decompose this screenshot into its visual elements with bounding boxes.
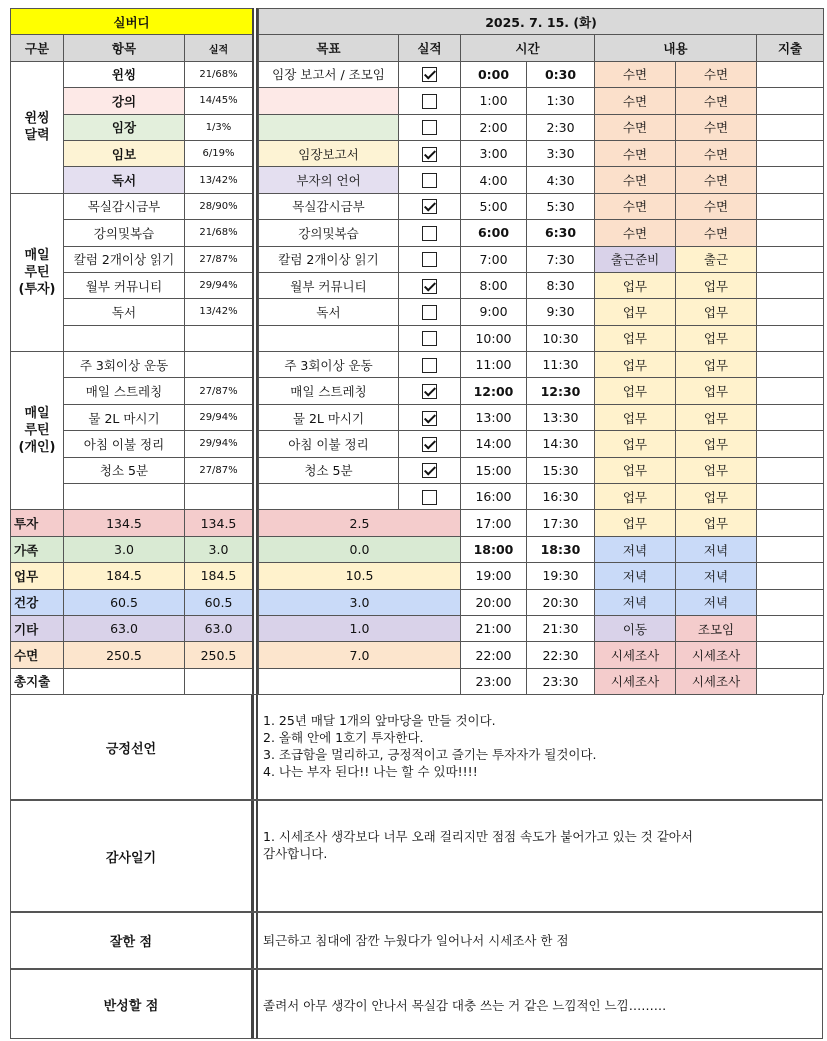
expense-cell — [757, 193, 824, 219]
goal-checkbox-cell — [399, 220, 461, 246]
time-start: 2:00 — [461, 114, 527, 140]
time-end: 22:30 — [527, 642, 595, 668]
item-name: 독서 — [64, 167, 185, 193]
activity-second-half: 업무 — [676, 510, 757, 536]
item-result — [185, 484, 253, 510]
expense-cell — [757, 668, 824, 694]
time-end: 5:30 — [527, 193, 595, 219]
item-name: 물 2L 마시기 — [64, 404, 185, 430]
time-end: 1:30 — [527, 88, 595, 114]
affirmation-line: 4. 나는 부자 된다!! 나는 할 수 있따!!!! — [263, 764, 478, 779]
time-end: 19:30 — [527, 563, 595, 589]
header-goal: 목표 — [259, 35, 399, 61]
gratitude-label: 감사일기 — [11, 801, 253, 911]
affirmation-label: 긍정선언 — [11, 695, 253, 799]
activity-second-half: 업무 — [676, 299, 757, 325]
time-end: 2:30 — [527, 114, 595, 140]
item-result: 29/94% — [185, 404, 253, 430]
activity-second-half: 저녁 — [676, 589, 757, 615]
summary-result: 3.0 — [185, 536, 253, 562]
activity-second-half: 업무 — [676, 457, 757, 483]
item-name: 주 3회이상 운동 — [64, 352, 185, 378]
header-time: 시간 — [461, 35, 595, 61]
activity-first-half: 업무 — [595, 484, 676, 510]
activity-second-half: 수면 — [676, 88, 757, 114]
goal-checkbox-cell — [399, 325, 461, 351]
time-end: 11:30 — [527, 352, 595, 378]
time-start: 5:00 — [461, 193, 527, 219]
activity-second-half: 조모임 — [676, 615, 757, 641]
activity-first-half: 업무 — [595, 404, 676, 430]
activity-second-half: 시세조사 — [676, 642, 757, 668]
time-end: 21:30 — [527, 615, 595, 641]
gratitude-text — [263, 828, 693, 862]
activity-second-half: 수면 — [676, 61, 757, 87]
expense-cell — [757, 167, 824, 193]
time-end: 10:30 — [527, 325, 595, 351]
activity-first-half: 업무 — [595, 272, 676, 298]
left-summary-table — [10, 8, 253, 695]
sheet-title: 실버디 — [11, 9, 253, 35]
item-name: 매일 스트레칭 — [64, 378, 185, 404]
goal-cell — [259, 325, 399, 351]
checkbox-icon[interactable] — [422, 463, 437, 478]
time-end: 4:30 — [527, 167, 595, 193]
expense-cell — [757, 536, 824, 562]
expense-cell — [757, 431, 824, 457]
item-name: 독서 — [64, 299, 185, 325]
summary-category: 투자 — [11, 510, 64, 536]
time-start: 17:00 — [461, 510, 527, 536]
gratitude-row — [10, 800, 823, 912]
activity-first-half: 수면 — [595, 88, 676, 114]
item-result: 29/94% — [185, 272, 253, 298]
summary-goal: 7.0 — [259, 642, 461, 668]
activity-second-half: 수면 — [676, 140, 757, 166]
expense-cell — [757, 61, 824, 87]
time-end: 13:30 — [527, 404, 595, 430]
item-result: 27/87% — [185, 457, 253, 483]
goal-cell: 임장 보고서 / 조모임 — [259, 61, 399, 87]
activity-second-half: 업무 — [676, 272, 757, 298]
summary-goal — [259, 668, 461, 694]
item-name: 강의 — [64, 88, 185, 114]
activity-second-half: 업무 — [676, 431, 757, 457]
activity-second-half: 시세조사 — [676, 668, 757, 694]
time-start: 1:00 — [461, 88, 527, 114]
activity-second-half: 수면 — [676, 220, 757, 246]
time-end: 20:30 — [527, 589, 595, 615]
activity-first-half: 업무 — [595, 352, 676, 378]
goal-checkbox-cell — [399, 404, 461, 430]
expense-cell — [757, 220, 824, 246]
item-name: 강의및복습 — [64, 220, 185, 246]
summary-result: 134.5 — [185, 510, 253, 536]
goal-checkbox-cell — [399, 114, 461, 140]
summary-total: 184.5 — [64, 563, 185, 589]
time-end: 9:30 — [527, 299, 595, 325]
summary-total: 63.0 — [64, 615, 185, 641]
summary-total: 250.5 — [64, 642, 185, 668]
activity-first-half: 시세조사 — [595, 642, 676, 668]
good-point-row — [10, 912, 823, 969]
time-start: 21:00 — [461, 615, 527, 641]
time-end: 12:30 — [527, 378, 595, 404]
gratitude-line: 감사합니다. — [263, 846, 328, 861]
checkbox-icon[interactable] — [422, 279, 437, 294]
activity-second-half: 수면 — [676, 167, 757, 193]
checkbox-icon[interactable] — [422, 437, 437, 452]
good-point-text: 퇴근하고 침대에 잠깐 누웠다가 일어나서 시세조사 한 점 — [263, 933, 569, 948]
daily-schedule-table — [258, 8, 824, 695]
item-name: 윈씽 — [64, 61, 185, 87]
checkbox-icon[interactable] — [422, 305, 437, 320]
good-point-label: 잘한 점 — [11, 913, 253, 968]
activity-first-half: 수면 — [595, 114, 676, 140]
item-name: 아침 이불 정리 — [64, 431, 185, 457]
summary-goal: 0.0 — [259, 536, 461, 562]
goal-cell: 월부 커뮤니티 — [259, 272, 399, 298]
time-end: 6:30 — [527, 220, 595, 246]
expense-cell — [757, 246, 824, 272]
header-item: 항목 — [64, 35, 185, 61]
activity-second-half: 출근 — [676, 246, 757, 272]
summary-category: 가족 — [11, 536, 64, 562]
activity-second-half: 업무 — [676, 484, 757, 510]
affirmation-text — [263, 712, 597, 780]
time-start: 0:00 — [461, 61, 527, 87]
affirmation-line: 2. 올해 안에 1호기 투자한다. — [263, 730, 424, 745]
time-end: 8:30 — [527, 272, 595, 298]
goal-cell: 청소 5분 — [259, 457, 399, 483]
time-end: 16:30 — [527, 484, 595, 510]
expense-cell — [757, 563, 824, 589]
summary-category: 총지출 — [11, 668, 64, 694]
activity-first-half: 업무 — [595, 510, 676, 536]
header-result: 실적 — [185, 35, 253, 61]
time-end: 14:30 — [527, 431, 595, 457]
goal-checkbox-cell — [399, 167, 461, 193]
activity-first-half: 시세조사 — [595, 668, 676, 694]
checkbox-icon[interactable] — [422, 173, 437, 188]
checkbox-icon[interactable] — [422, 94, 437, 109]
summary-category: 업무 — [11, 563, 64, 589]
expense-cell — [757, 589, 824, 615]
activity-second-half: 수면 — [676, 114, 757, 140]
goal-checkbox-cell — [399, 352, 461, 378]
activity-first-half: 업무 — [595, 457, 676, 483]
goal-checkbox-cell — [399, 431, 461, 457]
item-name — [64, 484, 185, 510]
header-done: 실적 — [399, 35, 461, 61]
time-end: 7:30 — [527, 246, 595, 272]
item-name: 청소 5분 — [64, 457, 185, 483]
header-content: 내용 — [595, 35, 757, 61]
activity-first-half: 수면 — [595, 220, 676, 246]
time-start: 23:00 — [461, 668, 527, 694]
time-start: 4:00 — [461, 167, 527, 193]
reflection-row — [10, 969, 823, 1039]
goal-checkbox-cell — [399, 457, 461, 483]
time-end: 15:30 — [527, 457, 595, 483]
time-start: 7:00 — [461, 246, 527, 272]
summary-result: 63.0 — [185, 615, 253, 641]
time-start: 14:00 — [461, 431, 527, 457]
item-name: 목실감시금부 — [64, 193, 185, 219]
activity-second-half: 업무 — [676, 325, 757, 351]
time-start: 12:00 — [461, 378, 527, 404]
group-label: 매일 루틴 (투자) — [11, 193, 64, 351]
expense-cell — [757, 457, 824, 483]
goal-cell: 독서 — [259, 299, 399, 325]
summary-result: 60.5 — [185, 589, 253, 615]
checkbox-icon[interactable] — [422, 358, 437, 373]
activity-first-half: 업무 — [595, 431, 676, 457]
checkbox-icon[interactable] — [422, 384, 437, 399]
item-result: 27/87% — [185, 378, 253, 404]
time-start: 3:00 — [461, 140, 527, 166]
activity-first-half: 출근준비 — [595, 246, 676, 272]
item-name: 칼럼 2개이상 읽기 — [64, 246, 185, 272]
goal-checkbox-cell — [399, 378, 461, 404]
reflection-label: 반성할 점 — [11, 970, 253, 1038]
goal-cell: 매일 스트레칭 — [259, 378, 399, 404]
goal-checkbox-cell — [399, 88, 461, 114]
time-start: 10:00 — [461, 325, 527, 351]
expense-cell — [757, 299, 824, 325]
summary-result: 184.5 — [185, 563, 253, 589]
goal-checkbox-cell — [399, 61, 461, 87]
checkbox-icon[interactable] — [422, 120, 437, 135]
activity-second-half: 저녁 — [676, 563, 757, 589]
summary-total: 60.5 — [64, 589, 185, 615]
item-result: 14/45% — [185, 88, 253, 114]
item-name: 임장 — [64, 114, 185, 140]
summary-goal: 1.0 — [259, 615, 461, 641]
affirmation-line: 1. 25년 매달 1개의 앞마당을 만들 것이다. — [263, 713, 496, 728]
date-header: 2025. 7. 15. (화) — [259, 9, 824, 35]
group-label: 윈씽 달력 — [11, 61, 64, 193]
activity-first-half: 수면 — [595, 61, 676, 87]
activity-first-half: 이동 — [595, 615, 676, 641]
expense-cell — [757, 352, 824, 378]
item-result: 6/19% — [185, 140, 253, 166]
time-end: 18:30 — [527, 536, 595, 562]
item-result: 27/87% — [185, 246, 253, 272]
goal-cell: 임장보고서 — [259, 140, 399, 166]
activity-first-half: 수면 — [595, 140, 676, 166]
summary-result — [185, 668, 253, 694]
activity-first-half: 업무 — [595, 325, 676, 351]
activity-second-half: 업무 — [676, 352, 757, 378]
summary-total — [64, 668, 185, 694]
goal-cell: 물 2L 마시기 — [259, 404, 399, 430]
affirmation-row — [10, 694, 823, 800]
item-result — [185, 325, 253, 351]
item-result: 28/90% — [185, 193, 253, 219]
header-expense: 지출 — [757, 35, 824, 61]
item-name: 월부 커뮤니티 — [64, 272, 185, 298]
item-name — [64, 325, 185, 351]
activity-first-half: 저녁 — [595, 536, 676, 562]
activity-first-half: 수면 — [595, 167, 676, 193]
expense-cell — [757, 272, 824, 298]
activity-first-half: 수면 — [595, 193, 676, 219]
time-start: 13:00 — [461, 404, 527, 430]
goal-cell: 부자의 언어 — [259, 167, 399, 193]
goal-cell — [259, 88, 399, 114]
goal-cell: 아침 이불 정리 — [259, 431, 399, 457]
summary-total: 3.0 — [64, 536, 185, 562]
time-start: 22:00 — [461, 642, 527, 668]
goal-checkbox-cell — [399, 140, 461, 166]
time-start: 9:00 — [461, 299, 527, 325]
time-start: 8:00 — [461, 272, 527, 298]
activity-first-half: 저녁 — [595, 563, 676, 589]
checkbox-icon[interactable] — [422, 252, 437, 267]
goal-cell — [259, 484, 399, 510]
expense-cell — [757, 404, 824, 430]
checkbox-icon[interactable] — [422, 331, 437, 346]
item-result: 1/3% — [185, 114, 253, 140]
item-result: 21/68% — [185, 61, 253, 87]
expense-cell — [757, 615, 824, 641]
goal-cell — [259, 114, 399, 140]
checkbox-icon[interactable] — [422, 411, 437, 426]
time-end: 0:30 — [527, 61, 595, 87]
item-result: 13/42% — [185, 167, 253, 193]
summary-goal: 10.5 — [259, 563, 461, 589]
summary-category: 건강 — [11, 589, 64, 615]
summary-goal: 3.0 — [259, 589, 461, 615]
summary-total: 134.5 — [64, 510, 185, 536]
affirmation-line: 3. 조급함을 멀리하고, 긍정적이고 즐기는 투자자가 될것이다. — [263, 747, 597, 762]
time-end: 17:30 — [527, 510, 595, 536]
goal-cell: 강의및복습 — [259, 220, 399, 246]
item-name: 임보 — [64, 140, 185, 166]
time-start: 6:00 — [461, 220, 527, 246]
activity-second-half: 업무 — [676, 378, 757, 404]
expense-cell — [757, 88, 824, 114]
checkbox-icon[interactable] — [422, 490, 437, 505]
activity-first-half: 저녁 — [595, 589, 676, 615]
summary-category: 수면 — [11, 642, 64, 668]
time-start: 15:00 — [461, 457, 527, 483]
item-result: 13/42% — [185, 299, 253, 325]
summary-goal: 2.5 — [259, 510, 461, 536]
goal-checkbox-cell — [399, 246, 461, 272]
expense-cell — [757, 378, 824, 404]
activity-second-half: 수면 — [676, 193, 757, 219]
item-result: 29/94% — [185, 431, 253, 457]
time-start: 11:00 — [461, 352, 527, 378]
goal-checkbox-cell — [399, 272, 461, 298]
activity-first-half: 업무 — [595, 378, 676, 404]
activity-second-half: 업무 — [676, 404, 757, 430]
goal-cell: 주 3회이상 운동 — [259, 352, 399, 378]
item-result — [185, 352, 253, 378]
reflection-text: 졸려서 아무 생각이 안나서 목실감 대충 쓰는 거 같은 느낌적인 느낌……… — [263, 998, 667, 1013]
goal-checkbox-cell — [399, 484, 461, 510]
checkbox-icon[interactable] — [422, 199, 437, 214]
summary-result: 250.5 — [185, 642, 253, 668]
group-label: 매일 루틴 (개인) — [11, 352, 64, 510]
time-end: 3:30 — [527, 140, 595, 166]
time-start: 19:00 — [461, 563, 527, 589]
header-category: 구분 — [11, 35, 64, 61]
expense-cell — [757, 325, 824, 351]
goal-cell: 목실감시금부 — [259, 193, 399, 219]
summary-category: 기타 — [11, 615, 64, 641]
expense-cell — [757, 642, 824, 668]
item-result: 21/68% — [185, 220, 253, 246]
activity-second-half: 저녁 — [676, 536, 757, 562]
expense-cell — [757, 510, 824, 536]
goal-checkbox-cell — [399, 299, 461, 325]
checkbox-icon[interactable] — [422, 226, 437, 241]
time-start: 20:00 — [461, 589, 527, 615]
activity-first-half: 업무 — [595, 299, 676, 325]
expense-cell — [757, 484, 824, 510]
time-start: 18:00 — [461, 536, 527, 562]
expense-cell — [757, 140, 824, 166]
time-start: 16:00 — [461, 484, 527, 510]
checkbox-icon[interactable] — [422, 67, 437, 82]
gratitude-line: 1. 시세조사 생각보다 너무 오래 걸리지만 점점 속도가 붙어가고 있는 것 같아서 — [263, 829, 693, 844]
goal-cell: 칼럼 2개이상 읽기 — [259, 246, 399, 272]
goal-checkbox-cell — [399, 193, 461, 219]
expense-cell — [757, 114, 824, 140]
checkbox-icon[interactable] — [422, 147, 437, 162]
time-end: 23:30 — [527, 668, 595, 694]
